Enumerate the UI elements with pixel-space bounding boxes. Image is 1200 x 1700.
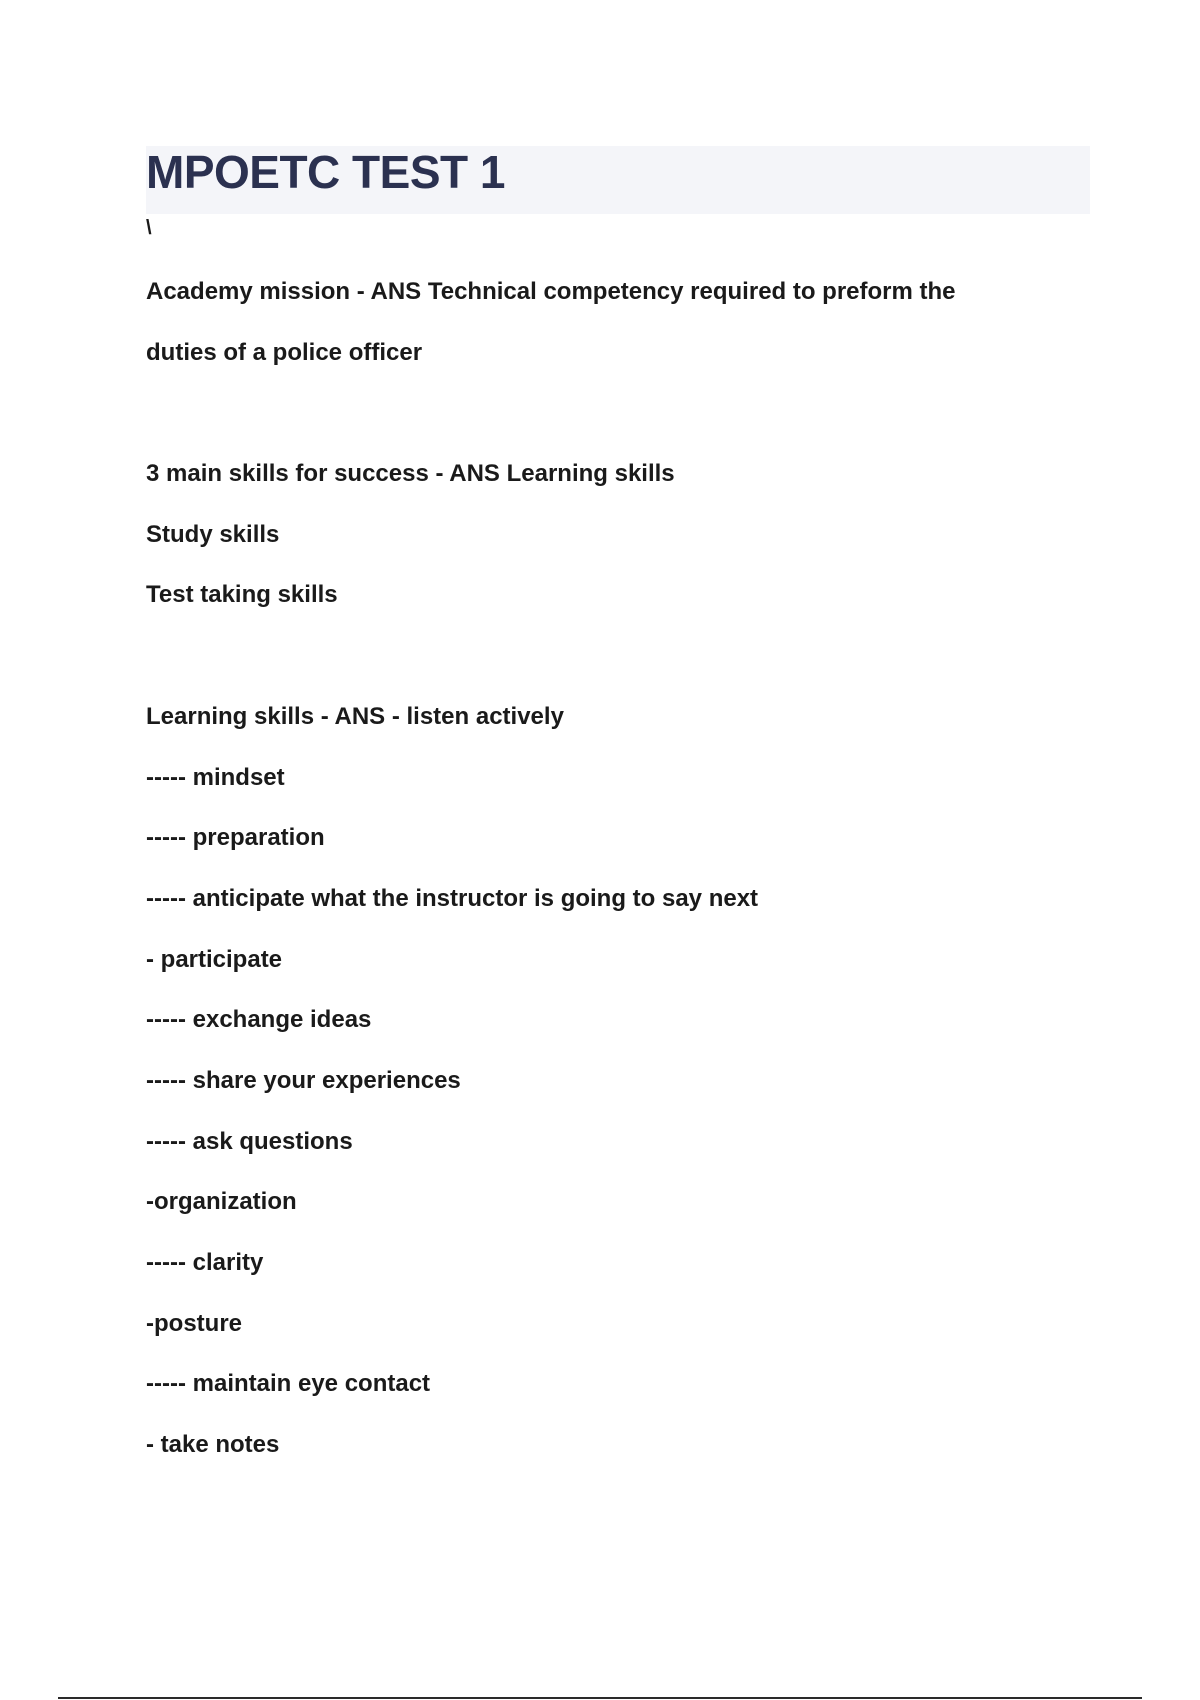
text-line: 3 main skills for success - ANS Learning skills xyxy=(146,460,675,488)
text-line: duties of a police officer xyxy=(146,338,423,366)
text-line: ----- share your experiences xyxy=(146,1066,461,1094)
text-line: ----- mindset xyxy=(146,763,285,791)
text-line: Test taking skills xyxy=(146,581,338,609)
blank-line xyxy=(146,383,1090,444)
blank-line xyxy=(146,626,1090,687)
text-line: - take notes xyxy=(146,1431,280,1459)
text-line: ----- exchange ideas xyxy=(146,1006,372,1034)
text-line: ----- preparation xyxy=(146,824,325,852)
footer-rule xyxy=(58,1697,1142,1699)
text-line: ----- anticipate what the instructor is going to say next xyxy=(146,884,759,912)
document-body xyxy=(146,262,1090,1476)
text-line: -posture xyxy=(146,1309,242,1337)
text-line: Learning skills - ANS - listen actively xyxy=(146,702,564,730)
text-line: Study skills xyxy=(146,520,280,548)
text-line: Academy mission - ANS Technical competency required to preform the xyxy=(146,278,956,305)
text-line: ----- ask questions xyxy=(146,1127,353,1155)
text-line: -organization xyxy=(146,1188,297,1216)
stray-mark: \ xyxy=(146,217,152,239)
text-line: ----- clarity xyxy=(146,1249,264,1276)
page-title: MPOETC TEST 1 xyxy=(146,146,505,198)
text-line: ----- maintain eye contact xyxy=(146,1370,431,1398)
text-line: - participate xyxy=(146,945,283,973)
